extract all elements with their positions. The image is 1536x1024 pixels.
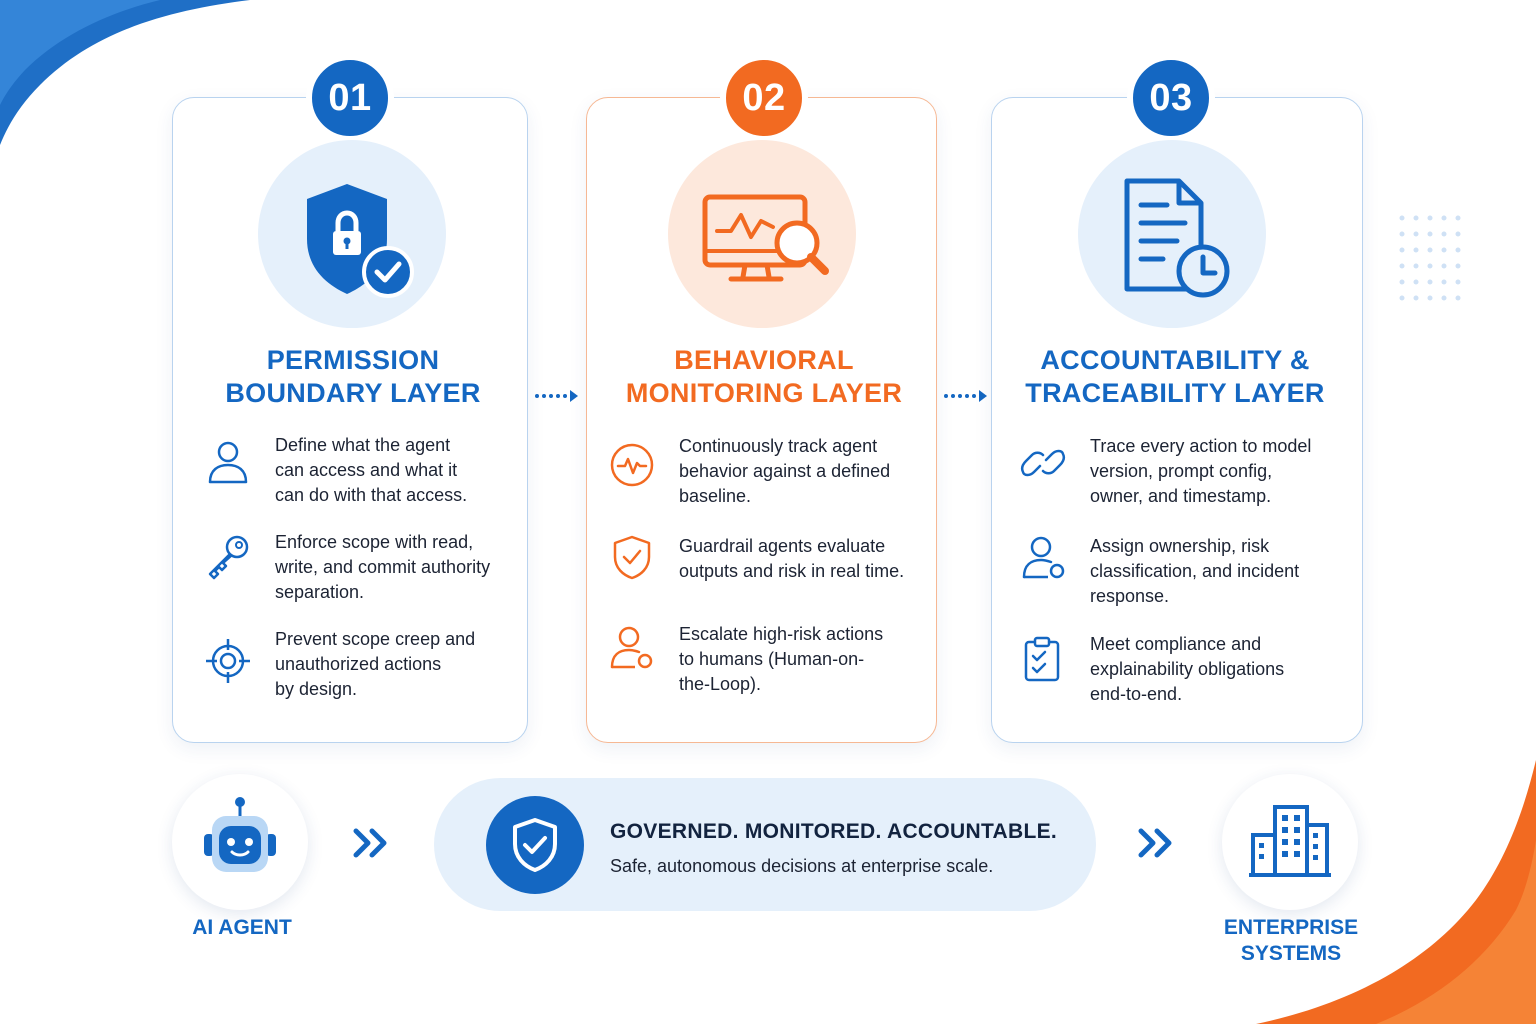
layer-title: BEHAVIORAL MONITORING LAYER	[625, 345, 903, 408]
flow-arrow-icon	[943, 388, 989, 404]
user-icon	[205, 438, 251, 484]
layer-title: PERMISSION BOUNDARY LAYER	[225, 345, 481, 408]
target-icon	[205, 638, 251, 684]
dot-grid	[1398, 214, 1472, 306]
hero-circle	[1078, 140, 1266, 328]
layer-item-text: Guardrail agents evaluate outputs and risk in real time.	[679, 536, 905, 581]
shield-lock-check-icon	[277, 159, 427, 309]
key-icon	[205, 534, 251, 580]
shield-check-icon	[510, 817, 560, 873]
layer-item-text: Escalate high-risk actions to humans (Human-on- the-Loop).	[679, 624, 884, 694]
flow-arrow-icon	[534, 388, 580, 404]
layer-item-text: Continuously track agent behavior against a defined baseline.	[679, 436, 891, 506]
layer-number-badge: 02	[720, 54, 808, 142]
banner-title: GOVERNED. MONITORED. ACCOUNTABLE.	[610, 820, 1058, 843]
ai-agent-circle	[172, 774, 308, 910]
layer-item-text: Assign ownership, risk classification, and incident response.	[1090, 536, 1300, 606]
banner-shield-circle	[486, 796, 584, 894]
layer-item-text: Trace every action to model version, prompt config, owner, and timestamp.	[1090, 436, 1312, 506]
layer-number-badge: 01	[306, 54, 394, 142]
link-icon	[1020, 440, 1066, 486]
layer-number-badge: 03	[1127, 54, 1215, 142]
enterprise-systems-circle	[1222, 774, 1358, 910]
layer-item-text: Prevent scope creep and unauthorized actions by design.	[275, 629, 476, 699]
double-chevron-right-icon	[1137, 826, 1177, 860]
layer-item-text: Meet compliance and explainability obligations end-to-end.	[1090, 634, 1285, 704]
robot-icon	[192, 794, 288, 890]
double-chevron-right-icon	[352, 826, 392, 860]
user-assign-icon	[1020, 534, 1066, 580]
banner-subtitle: Safe, autonomous decisions at enterprise scale.	[610, 856, 994, 876]
layer-item-text: Define what the agent can access and what it can do with that access.	[275, 435, 468, 505]
pulse-icon	[609, 442, 655, 488]
hero-circle	[258, 140, 446, 328]
layer-title: ACCOUNTABILITY & TRACEABILITY LAYER	[1025, 345, 1325, 408]
shield-check-icon	[609, 534, 655, 580]
document-clock-icon	[1097, 159, 1247, 309]
hero-circle	[668, 140, 856, 328]
monitor-magnifier-icon	[687, 159, 837, 309]
building-icon	[1245, 797, 1335, 887]
enterprise-systems-label: ENTERPRISE SYSTEMS	[1223, 916, 1359, 965]
clipboard-check-icon	[1020, 636, 1066, 682]
user-escalate-icon	[609, 624, 655, 670]
ai-agent-label: AI AGENT	[192, 916, 292, 939]
layer-item-text: Enforce scope with read, write, and commit authority separation.	[275, 532, 491, 602]
